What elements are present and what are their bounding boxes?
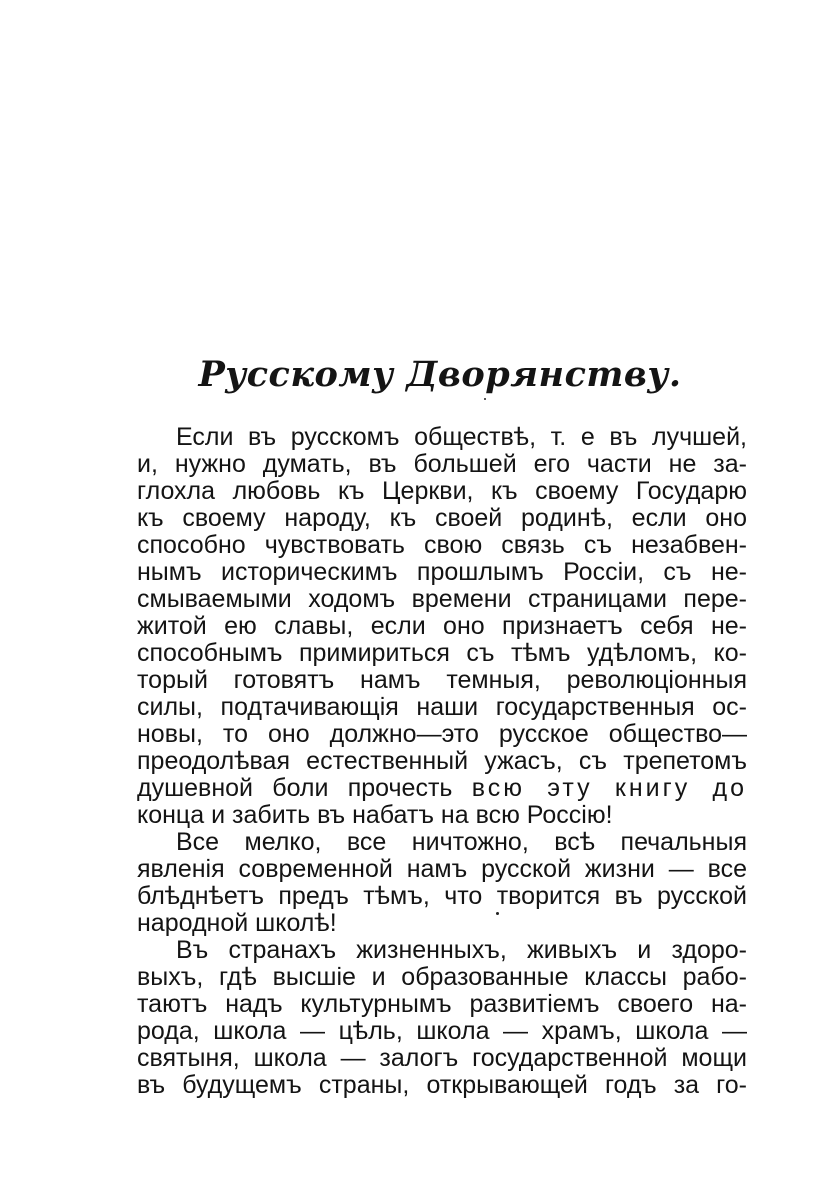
text-line: глохла любовь къ Церкви, къ своему Государю bbox=[137, 477, 747, 505]
text-line-part: душевной боли прочесть bbox=[137, 774, 453, 802]
text-line: преодолѣвая естественный ужасъ, съ трепетомъ bbox=[137, 747, 747, 775]
text-line: Все мелко, все ничтожно, всѣ печальныя bbox=[176, 828, 747, 856]
text-line: силы, подтачивающія наши государственныя ос- bbox=[137, 693, 747, 721]
text-line: рода, школа — цѣль, школа — храмъ, школа — bbox=[137, 1017, 747, 1045]
text-line: блѣднѣетъ предъ тѣмъ, что творится въ русской bbox=[137, 882, 747, 910]
print-speck bbox=[484, 398, 486, 400]
chapter-title: Русскому Дворянству. bbox=[198, 354, 682, 395]
spaced-emphasis: всю эту книгу до bbox=[471, 774, 747, 802]
body-text bbox=[137, 424, 747, 1099]
text-line: способно чувствовать свою связь съ незабвен- bbox=[137, 531, 747, 559]
text-line: конца и забить въ набатъ на всю Россію! bbox=[137, 801, 613, 829]
text-line: святыня, школа — залогъ государственной мощи bbox=[137, 1044, 747, 1072]
text-line: и, нужно думать, въ большей его части не за- bbox=[137, 450, 747, 478]
text-line: способнымъ примириться съ тѣмъ удѣломъ, ко- bbox=[137, 639, 747, 667]
text-line: выхъ, гдѣ высшіе и образованные классы рабо- bbox=[137, 963, 747, 991]
text-line bbox=[137, 775, 747, 802]
text-line: явленія современной намъ русской жизни — все bbox=[137, 855, 747, 883]
text-line: новы, то оно должно—это русское общество— bbox=[137, 720, 747, 748]
text-line: нымъ историческимъ прошлымъ Россіи, съ не- bbox=[137, 558, 747, 586]
text-line: смываемыми ходомъ времени страницами пере- bbox=[137, 585, 747, 613]
paragraph-2 bbox=[137, 829, 747, 937]
text-line: въ будущемъ страны, открывающей годъ за го- bbox=[137, 1071, 747, 1099]
paragraph-3 bbox=[137, 937, 747, 1099]
text-line: къ своему народу, къ своей родинѣ, если оно bbox=[137, 504, 747, 532]
text-line: таютъ надъ культурнымъ развитіемъ своего на- bbox=[137, 990, 747, 1018]
text-line: торый готовятъ намъ темныя, революціонныя bbox=[137, 666, 747, 694]
print-speck bbox=[496, 912, 499, 915]
text-line: Если въ русскомъ обществѣ, т. е въ лучшей, bbox=[176, 423, 747, 451]
text-line: Въ странахъ жизненныхъ, живыхъ и здоро- bbox=[176, 936, 747, 964]
text-line: народной школѣ! bbox=[137, 909, 337, 937]
paragraph-1 bbox=[137, 424, 747, 829]
text-line: житой ею славы, если оно признаетъ себя не- bbox=[137, 612, 747, 640]
